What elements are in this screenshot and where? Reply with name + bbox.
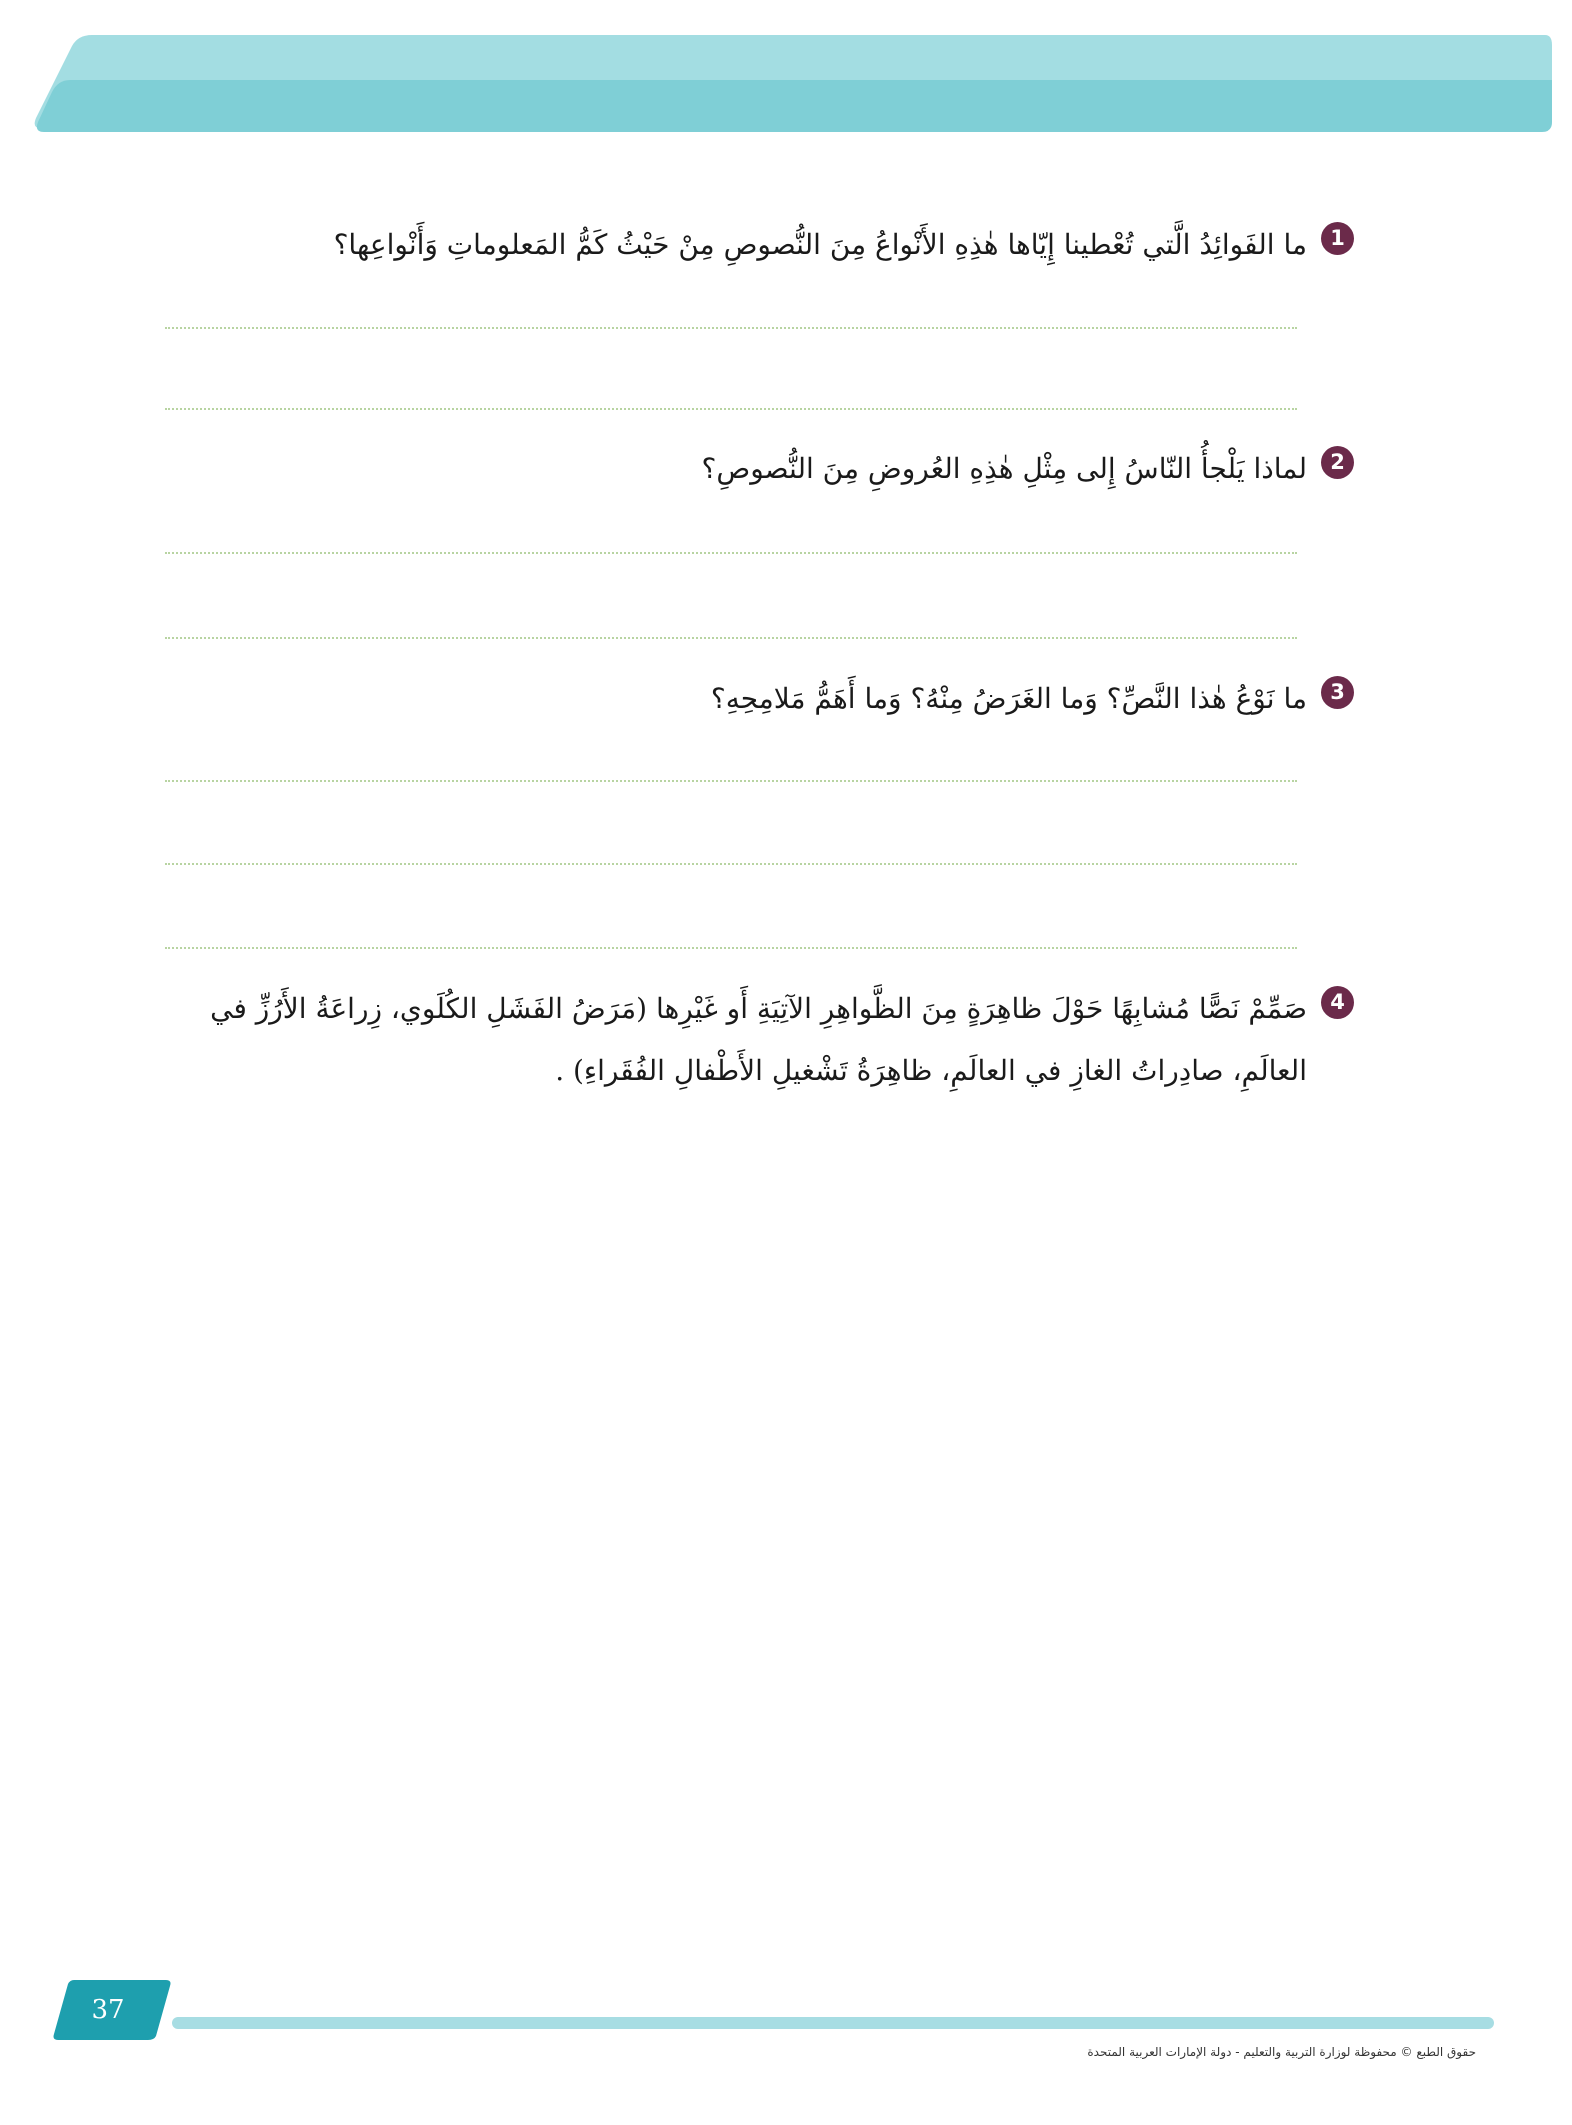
question-number-badge: 2 <box>1321 446 1354 479</box>
question-text: ما الفَوائِدُ الَّتي تُعْطينا إِيّاها هٰذِهِ الأَنْواعُ مِنَ النُّصوصِ مِنْ حَيْثُ كَمُّ المَعلوماتِ وَأَنْواعِها؟ <box>333 228 1307 261</box>
copyright-text: حقوق الطبع © محفوظة لوزارة التربية والتعليم - دولة الإمارات العربية المتحدة <box>1087 2045 1476 2059</box>
answer-line[interactable] <box>165 780 1297 782</box>
top-banner <box>0 0 1572 150</box>
question-3 <box>214 668 1354 730</box>
answer-line[interactable] <box>165 327 1297 329</box>
question-1 <box>214 214 1354 276</box>
question-2 <box>214 438 1354 500</box>
footer-line <box>172 2017 1494 2029</box>
question-text: صَمِّمْ نَصًّا مُشابِهًا حَوْلَ ظاهِرَةٍ مِنَ الظَّواهِرِ الآتِيَةِ أَو غَيْرِها (مَرَضُ الفَشَلِ الكُلَوي، زِراعَةُ الأَرُزِّ في العالَمِ، صادِراتُ الغازِ في العالَمِ، ظاهِرَةُ تَشْغيلِ الأَطْفالِ الفُقَراءِ) . <box>210 992 1307 1087</box>
question-number-badge: 1 <box>1321 222 1354 255</box>
question-number-badge: 3 <box>1321 676 1354 709</box>
question-number-badge: 4 <box>1321 986 1354 1019</box>
question-4 <box>144 978 1354 1102</box>
question-text: ما نَوْعُ هٰذا النَّصِّ؟ وَما الغَرَضُ مِنْهُ؟ وَما أَهَمُّ مَلامِحِهِ؟ <box>710 682 1307 715</box>
question-text: لماذا يَلْجأُ النّاسُ إِلى مِثْلِ هٰذِهِ العُروضِ مِنَ النُّصوصِ؟ <box>701 452 1307 485</box>
answer-line[interactable] <box>165 947 1297 949</box>
answer-line[interactable] <box>165 552 1297 554</box>
answer-line[interactable] <box>165 408 1297 410</box>
page-number: 37 <box>91 1995 125 2025</box>
answer-line[interactable] <box>165 637 1297 639</box>
answer-line[interactable] <box>165 863 1297 865</box>
